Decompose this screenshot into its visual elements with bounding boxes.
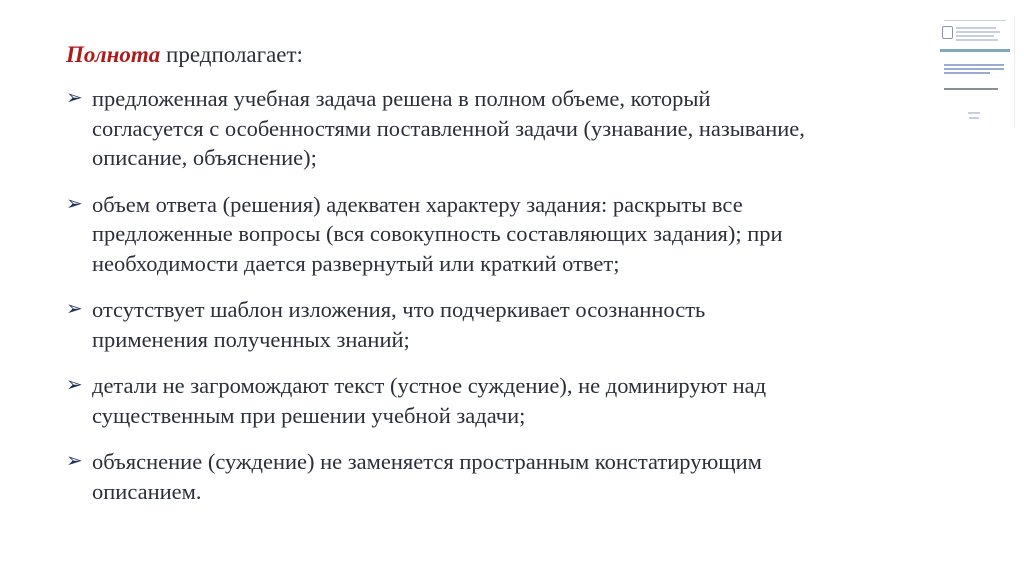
bullet-list [66,84,926,523]
item-text-line: согласуется с особенностями поставленной задачи (узнавание, называние, [92,115,805,141]
list-item [66,84,926,173]
slide-title [66,42,303,68]
item-text-line: объяснение (суждение) не заменяется пространным констатирующим [92,449,762,474]
arrow-bullet-icon: ➢ [66,298,83,320]
list-item [66,190,926,279]
item-text-line: существенным при решении учебной задачи; [92,402,526,428]
list-item [66,371,926,430]
item-text-line: объем ответа (решения) адекватен характеру задания: раскрыты все [92,191,743,217]
item-text-line: отсутствует шаблон изложения, что подчеркивает осознанность [92,297,706,322]
logo-icon [942,26,953,39]
item-text-line: предложенные вопросы (вся совокупность составляющих задания); при [92,221,783,246]
item-text-line: описанием. [92,478,202,504]
item-text-line: необходимости дается развернутый или краткий ответ; [92,250,620,276]
title-emphasis: Полнота [66,42,161,67]
arrow-bullet-icon: ➢ [66,374,83,396]
item-text-line: описание, объяснение); [92,145,317,170]
item-text-line: применения полученных знаний; [92,326,410,352]
document-cover-thumbnail [936,16,1015,128]
title-rest: предполагает: [160,42,303,67]
list-item [66,295,926,354]
arrow-bullet-icon: ➢ [66,192,83,215]
item-text-line: предложенная учебная задача решена в полном объеме, который [92,86,711,111]
arrow-bullet-icon: ➢ [66,450,83,472]
list-item [66,447,926,506]
item-text-line: детали не загромождают текст (устное суждение), не доминируют над [92,373,767,398]
arrow-bullet-icon: ➢ [66,87,83,109]
